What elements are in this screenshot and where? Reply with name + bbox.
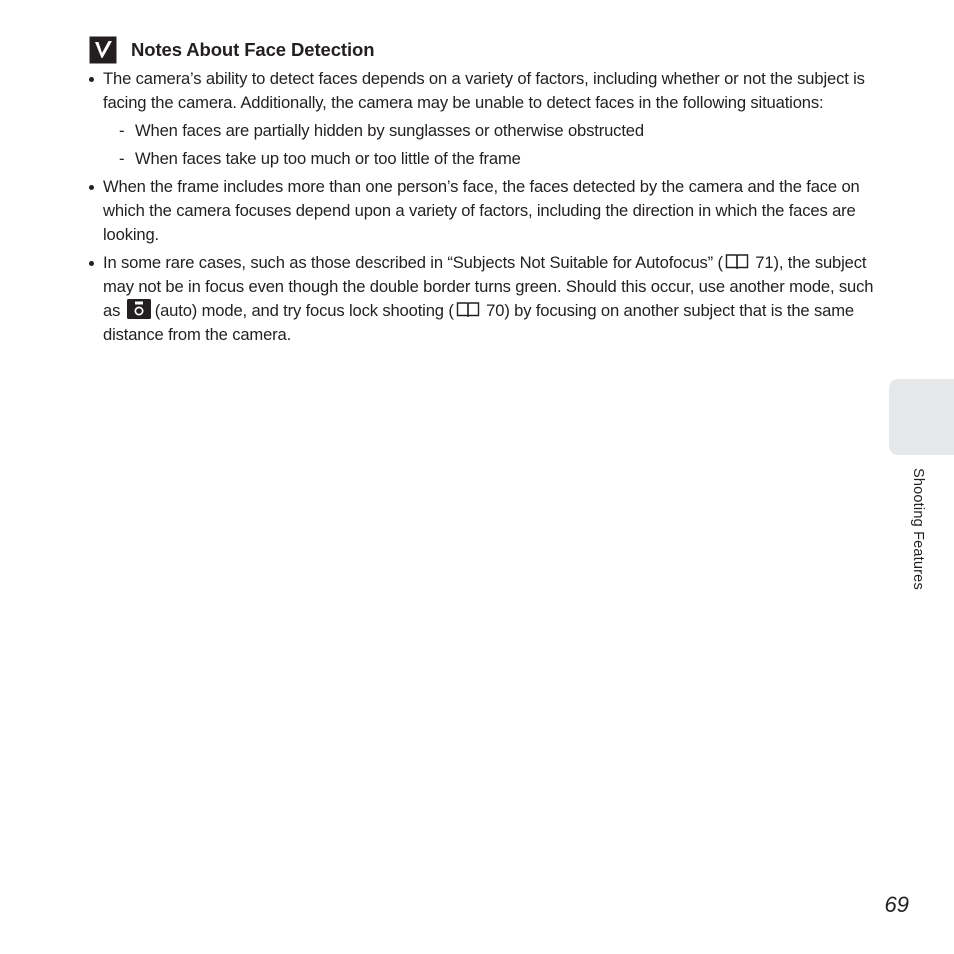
sub-item-text: When faces are partially hidden by sunglasses or otherwise obstructed bbox=[135, 121, 644, 140]
bullet-item bbox=[87, 67, 877, 171]
camera-icon bbox=[127, 299, 151, 319]
bullet-text-part: 71), the subject may not be in focus even though the double border turns green. Should this occur, use another mode, such as bbox=[103, 253, 874, 320]
section-label: Shooting Features bbox=[910, 468, 926, 590]
sub-item bbox=[103, 147, 877, 171]
check-note-icon bbox=[89, 36, 117, 64]
bullet-text-part: In some rare cases, such as those described in “Subjects Not Suitable for Autofocus” ( bbox=[103, 253, 723, 272]
sub-item-text: When faces take up too much or too little of the frame bbox=[135, 149, 521, 168]
page-number: 69 bbox=[884, 892, 909, 917]
dash-marker: - bbox=[119, 149, 125, 168]
bullet-item bbox=[87, 251, 877, 347]
note-title: Notes About Face Detection bbox=[131, 39, 375, 60]
bullet-text-part: (auto) mode, and try focus lock shooting ( bbox=[154, 301, 454, 320]
book-reference-icon bbox=[456, 301, 480, 318]
note-header bbox=[89, 34, 374, 66]
bullet-text: The camera’s ability to detect faces depends on a variety of factors, including whether or not the subject is facing the camera. Additionally, the camera may be unable to detect faces in the following situations: bbox=[103, 69, 865, 112]
bullet-text-part: 70) by focusing on another subject that is the same distance from the camera. bbox=[103, 301, 854, 344]
sub-list bbox=[103, 119, 877, 171]
book-reference-icon bbox=[725, 253, 749, 270]
dash-marker: - bbox=[119, 121, 125, 140]
bullet-item bbox=[87, 175, 877, 247]
bullet-text: When the frame includes more than one person’s face, the faces detected by the camera and the face on which the camera focuses depend upon a variety of factors, including the direction in which the faces are looking. bbox=[103, 177, 860, 244]
note-body bbox=[87, 67, 877, 351]
sub-item bbox=[103, 119, 877, 143]
section-tab bbox=[889, 379, 954, 455]
